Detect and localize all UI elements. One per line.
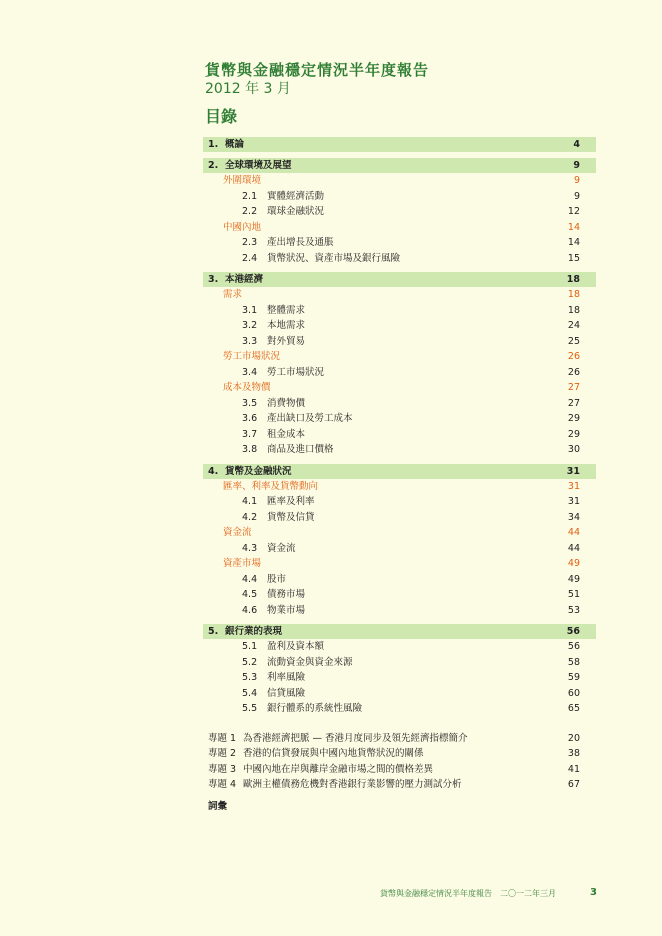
page-number: 27 bbox=[567, 382, 580, 393]
page-number: 34 bbox=[567, 511, 580, 523]
chapter-label: 概論 bbox=[225, 139, 245, 150]
chapter-number: 1. bbox=[208, 139, 219, 150]
page-number: 53 bbox=[567, 604, 580, 616]
toc-item[interactable] bbox=[203, 587, 596, 603]
item-number: 5.1 bbox=[242, 641, 258, 652]
toc-item[interactable] bbox=[203, 189, 596, 205]
toc-heading: 目錄 bbox=[205, 107, 238, 126]
toc-box[interactable] bbox=[203, 731, 596, 747]
toc-item[interactable] bbox=[203, 541, 596, 557]
chapter-number: 3. bbox=[208, 274, 219, 285]
item-label: 盈利及資本額 bbox=[267, 641, 325, 652]
page-number: 67 bbox=[567, 779, 580, 790]
item-label: 信貸風險 bbox=[267, 687, 306, 699]
toc-section[interactable] bbox=[203, 380, 596, 396]
toc-section[interactable] bbox=[203, 479, 596, 495]
page-number: 41 bbox=[567, 763, 580, 775]
box-label: 香港的信貸發展與中國內地貨幣狀況的關係 bbox=[243, 748, 424, 759]
page-number: 38 bbox=[567, 748, 580, 759]
item-label: 產出缺口及勞工成本 bbox=[267, 413, 353, 424]
toc-item[interactable] bbox=[203, 572, 596, 588]
chapter-number: 2. bbox=[208, 160, 219, 171]
page-number: 15 bbox=[567, 252, 580, 264]
page-number: 31 bbox=[566, 465, 580, 477]
toc-item[interactable] bbox=[203, 251, 596, 267]
item-number: 5.4 bbox=[242, 687, 258, 699]
page-number: 31 bbox=[567, 480, 580, 492]
item-number: 5.5 bbox=[242, 703, 258, 714]
toc-item[interactable] bbox=[203, 204, 596, 220]
table-of-contents bbox=[203, 137, 596, 814]
section-label: 匯率、利率及貨幣動向 bbox=[223, 480, 319, 492]
page-number: 51 bbox=[567, 589, 580, 600]
item-label: 貨幣及信貸 bbox=[267, 511, 315, 523]
item-label: 對外貿易 bbox=[267, 335, 306, 347]
toc-item[interactable] bbox=[203, 639, 596, 655]
toc-item[interactable] bbox=[203, 318, 596, 334]
toc-item[interactable] bbox=[203, 396, 596, 412]
page-number: 56 bbox=[566, 626, 580, 637]
toc-item[interactable] bbox=[203, 494, 596, 510]
item-number: 3.2 bbox=[242, 320, 258, 331]
toc-box[interactable] bbox=[203, 762, 596, 778]
toc-box[interactable] bbox=[203, 746, 596, 762]
item-number: 2.4 bbox=[242, 252, 258, 264]
toc-chapter[interactable] bbox=[203, 272, 596, 287]
spacer bbox=[203, 717, 596, 731]
item-number: 4.5 bbox=[242, 589, 258, 600]
toc-item[interactable] bbox=[203, 303, 596, 319]
item-number: 3.4 bbox=[242, 366, 258, 378]
item-label: 本地需求 bbox=[267, 320, 306, 331]
page-number: 9 bbox=[573, 175, 580, 186]
toc-item[interactable] bbox=[203, 701, 596, 717]
page-number: 44 bbox=[567, 527, 580, 538]
page-number: 44 bbox=[567, 542, 580, 554]
toc-section[interactable] bbox=[203, 173, 596, 189]
page-number: 9 bbox=[573, 160, 580, 171]
toc-chapter[interactable] bbox=[203, 624, 596, 639]
toc-item[interactable] bbox=[203, 334, 596, 350]
item-label: 消費物價 bbox=[267, 397, 306, 409]
toc-item[interactable] bbox=[203, 411, 596, 427]
item-label: 債務市場 bbox=[267, 589, 306, 600]
item-label: 貨幣狀況、資產市場及銀行風險 bbox=[267, 252, 401, 264]
page-footer bbox=[380, 887, 597, 899]
chapter-label: 全球環境及展望 bbox=[225, 160, 292, 171]
item-label: 實體經濟活動 bbox=[267, 190, 325, 202]
item-number: 2.2 bbox=[242, 206, 258, 217]
page-number: 59 bbox=[567, 672, 580, 683]
toc-chapter[interactable] bbox=[203, 464, 596, 479]
page-number: 18 bbox=[567, 289, 580, 300]
page-number: 31 bbox=[567, 496, 580, 507]
toc-chapter[interactable] bbox=[203, 137, 596, 152]
item-label: 匯率及利率 bbox=[267, 496, 315, 507]
section-label: 成本及物價 bbox=[223, 382, 271, 393]
item-label: 環球金融狀況 bbox=[267, 206, 325, 217]
item-number: 3.8 bbox=[242, 444, 258, 455]
item-label: 商品及進口價格 bbox=[267, 444, 334, 455]
page-number: 56 bbox=[567, 641, 580, 652]
box-label: 中國內地在岸與離岸金融市場之間的價格差異 bbox=[243, 763, 434, 775]
item-number: 3.6 bbox=[242, 413, 258, 424]
toc-section[interactable] bbox=[203, 349, 596, 365]
page-number: 9 bbox=[573, 190, 580, 202]
page-number: 12 bbox=[567, 206, 580, 217]
chapter-number: 5. bbox=[208, 626, 219, 637]
item-number: 3.7 bbox=[242, 428, 258, 440]
page-number: 14 bbox=[567, 237, 580, 248]
toc-item[interactable] bbox=[203, 235, 596, 251]
page-number: 30 bbox=[567, 444, 580, 455]
item-number: 2.3 bbox=[242, 237, 258, 248]
item-label: 利率風險 bbox=[267, 672, 306, 683]
page-number: 49 bbox=[567, 573, 580, 585]
page-number: 65 bbox=[567, 703, 580, 714]
page-number: 29 bbox=[567, 413, 580, 424]
item-number: 4.1 bbox=[242, 496, 258, 507]
page-number: 60 bbox=[567, 687, 580, 699]
page-number: 14 bbox=[567, 221, 580, 233]
box-number: 專題 1 bbox=[208, 732, 237, 744]
item-label: 整體需求 bbox=[267, 304, 306, 316]
item-number: 4.2 bbox=[242, 511, 258, 523]
toc-item[interactable] bbox=[203, 510, 596, 526]
page-number: 18 bbox=[567, 304, 580, 316]
section-label: 中國內地 bbox=[223, 221, 262, 233]
chapter-label: 本港經濟 bbox=[225, 274, 264, 285]
report-title: 貨幣與金融穩定情況半年度報告 bbox=[205, 61, 430, 79]
toc-section[interactable] bbox=[203, 287, 596, 303]
page-number: 18 bbox=[566, 274, 580, 285]
section-label: 需求 bbox=[223, 289, 243, 300]
box-number: 專題 4 bbox=[208, 779, 237, 790]
item-label: 資金流 bbox=[267, 542, 296, 554]
item-number: 4.4 bbox=[242, 573, 258, 585]
chapter-number: 4. bbox=[208, 465, 219, 477]
item-label: 租金成本 bbox=[267, 428, 306, 440]
box-label: 為香港經濟把脈 — 香港月度同步及領先經濟指標簡介 bbox=[243, 732, 468, 744]
page-number: 58 bbox=[567, 656, 580, 668]
item-label: 產出增長及通脹 bbox=[267, 237, 334, 248]
item-number: 3.3 bbox=[242, 335, 258, 347]
report-date: 2012 年 3 月 bbox=[205, 81, 291, 97]
toc-section[interactable] bbox=[203, 556, 596, 572]
chapter-label: 銀行業的表現 bbox=[225, 626, 283, 637]
box-number: 專題 3 bbox=[208, 763, 237, 775]
page-number: 26 bbox=[567, 366, 580, 378]
item-number: 4.6 bbox=[242, 604, 258, 616]
page-number: 24 bbox=[567, 320, 580, 331]
glossary-label: 詞彙 bbox=[208, 800, 228, 812]
section-label: 資產市場 bbox=[223, 558, 262, 569]
box-label: 歐洲主權債務危機對香港銀行業影響的壓力測試分析 bbox=[243, 779, 462, 790]
item-label: 流動資金與資金來源 bbox=[267, 656, 353, 668]
footer-page-number: 3 bbox=[590, 887, 597, 898]
item-number: 3.5 bbox=[242, 397, 258, 409]
page-number: 20 bbox=[567, 732, 580, 744]
page-number: 26 bbox=[567, 351, 580, 362]
page-number: 49 bbox=[567, 558, 580, 569]
footer-text: 貨幣與金融穩定情況半年度報告 二〇一二年三月 bbox=[380, 889, 556, 898]
toc-section[interactable] bbox=[203, 220, 596, 236]
toc-glossary[interactable] bbox=[203, 799, 596, 815]
item-label: 股市 bbox=[267, 573, 287, 585]
toc-chapter[interactable] bbox=[203, 158, 596, 173]
chapter-label: 貨幣及金融狀況 bbox=[225, 465, 292, 477]
toc-box[interactable] bbox=[203, 777, 596, 793]
item-label: 勞工市場狀況 bbox=[267, 366, 325, 378]
item-label: 銀行體系的系統性風險 bbox=[267, 703, 363, 714]
toc-item[interactable] bbox=[203, 442, 596, 458]
page-number: 25 bbox=[567, 335, 580, 347]
toc-section[interactable] bbox=[203, 525, 596, 541]
box-number: 專題 2 bbox=[208, 748, 237, 759]
page-number: 4 bbox=[573, 139, 580, 150]
toc-item[interactable] bbox=[203, 365, 596, 381]
item-number: 4.3 bbox=[242, 542, 258, 554]
page-number: 27 bbox=[567, 397, 580, 409]
item-label: 物業市場 bbox=[267, 604, 306, 616]
page-number: 29 bbox=[567, 428, 580, 440]
toc-item[interactable] bbox=[203, 670, 596, 686]
section-label: 資金流 bbox=[223, 527, 252, 538]
section-label: 外圍環境 bbox=[223, 175, 262, 186]
toc-item[interactable] bbox=[203, 655, 596, 671]
item-number: 2.1 bbox=[242, 190, 258, 202]
toc-item[interactable] bbox=[203, 603, 596, 619]
item-number: 5.2 bbox=[242, 656, 258, 668]
section-label: 勞工市場狀況 bbox=[223, 351, 281, 362]
item-number: 5.3 bbox=[242, 672, 258, 683]
toc-item[interactable] bbox=[203, 427, 596, 443]
toc-item[interactable] bbox=[203, 686, 596, 702]
item-number: 3.1 bbox=[242, 304, 258, 316]
